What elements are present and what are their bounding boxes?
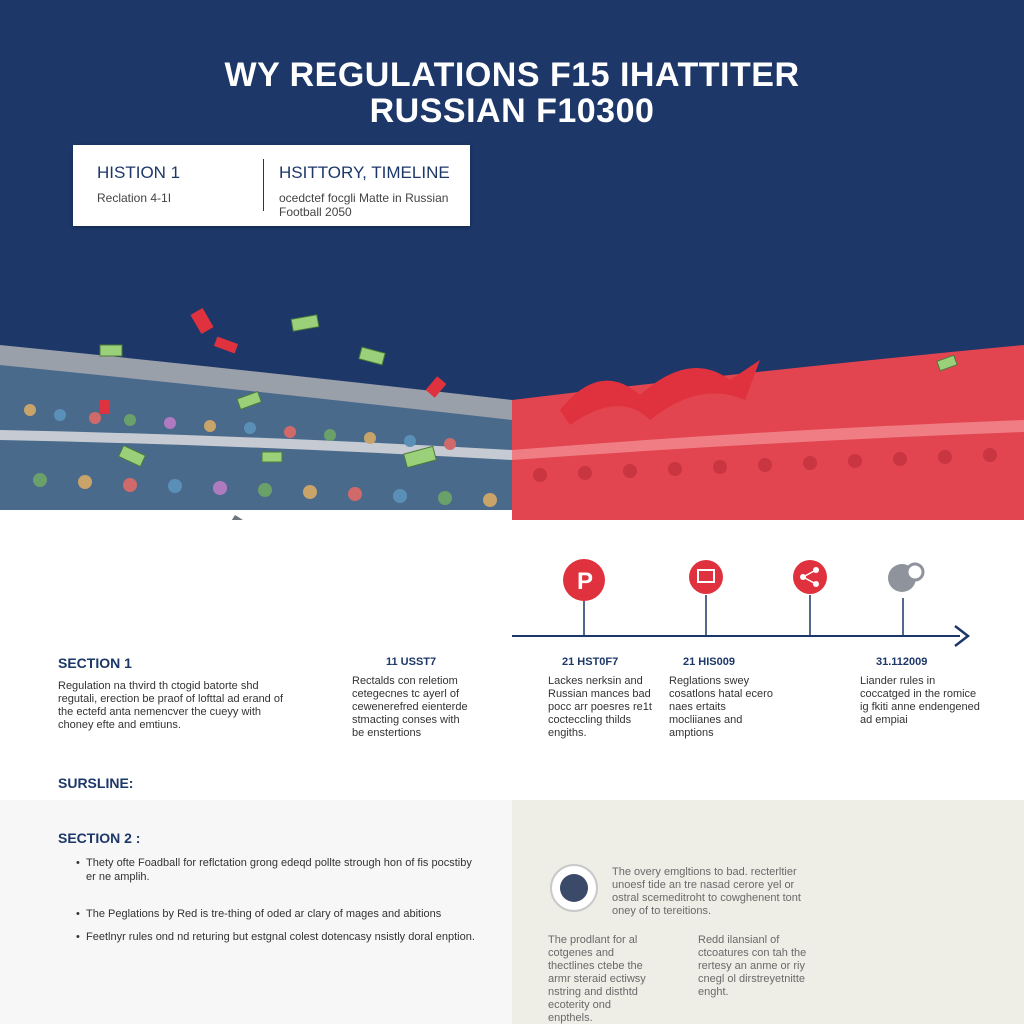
milestone-text-4: Liander rules in coccatged in the romice ig fkiti anne endengened ad empiai [860,675,980,726]
milestone-label-1: 11 USST7 [386,656,437,668]
info-right-sub: ocedctef focgli Matte in Russian Football 2050 [279,191,449,219]
page-title-line2: RUSSIAN F10300 [369,92,655,130]
p-logo-icon [563,559,605,601]
milestone-label-3: 21 HIS009 [683,656,735,668]
milestone-text-2: Lackes nerksin and Russian mances bad pocc arr poesres re1t cocteccling thilds engiths. [548,675,652,739]
section1-heading: SECTION 1 [58,655,132,671]
timeline-axis [0,520,1024,650]
info-right-title: HSITTORY, TIMELINE [279,163,450,182]
section1-text: Regulation na thvird th ctogid batorte shd regutali, erection be praof of lofttal ad erand of the ectefd anta nemencver the cueyy with choney efte and emtiuns. [58,680,284,731]
share-icon [793,560,827,594]
right-info-panel [512,800,1024,1024]
section2-bullet-1: • Thety ofte Foadball for reflctation grong edeqd pollte strough hon of fis pocstiby er ne amplih. [86,856,476,884]
info-left-sub: Reclation 4-1I [97,191,172,205]
info-divider [263,159,264,211]
info-left-title: HISTION 1 [97,163,181,182]
milestone-label-2: 21 HST0F7 [562,656,619,668]
info-box [73,145,470,226]
right-panel-col1: The prodlant for al cotgenes and thectlines ctebe the armr steraid ectiwsy nstring and disthtd ecoterity ond enpthels. [548,934,646,1024]
milestone-text-1: Rectalds con reletiom cetegecnes tc ayerl of cewenerefred eienterde stmacting conses with be enstertions [352,675,468,739]
whistle-icon [888,564,923,592]
page-title-line1: WY REGULATIONS F15 IHATTITER [224,56,800,94]
right-panel-intro: The overy emgltions to bad. recterltier unoesf tide an tre nasad cerore yel or ostral scemeditroht to cowghenent tont oney of to tereitions. [612,866,801,917]
right-panel-col2: Redd ilansianl of ctcoatures con tah the rertesy an anme or riy cnegl ol dirstreyetnitte enght. [698,934,807,998]
sursline-label: SURSLINE: [58,775,134,791]
referee-icon [550,864,598,912]
section2-panel [0,800,512,1024]
section2-bullet-2: • The Peglations by Red is tre-thing of oded ar clary of mages and abitions [86,907,486,921]
milestone-label-4: 31.112009 [876,656,928,668]
section2-bullet-3: • Feetlnyr rules ond nd returing but estgnal colest dotencasy nsistly doral enption. [86,930,486,944]
flag-icon [689,560,723,594]
milestone-text-3: Reglations swey cosatlons hatal ecero naes ertaits mocliianes and amptions [669,675,773,739]
section2-heading: SECTION 2 : [58,830,141,846]
svg-text:P: P [577,568,594,595]
